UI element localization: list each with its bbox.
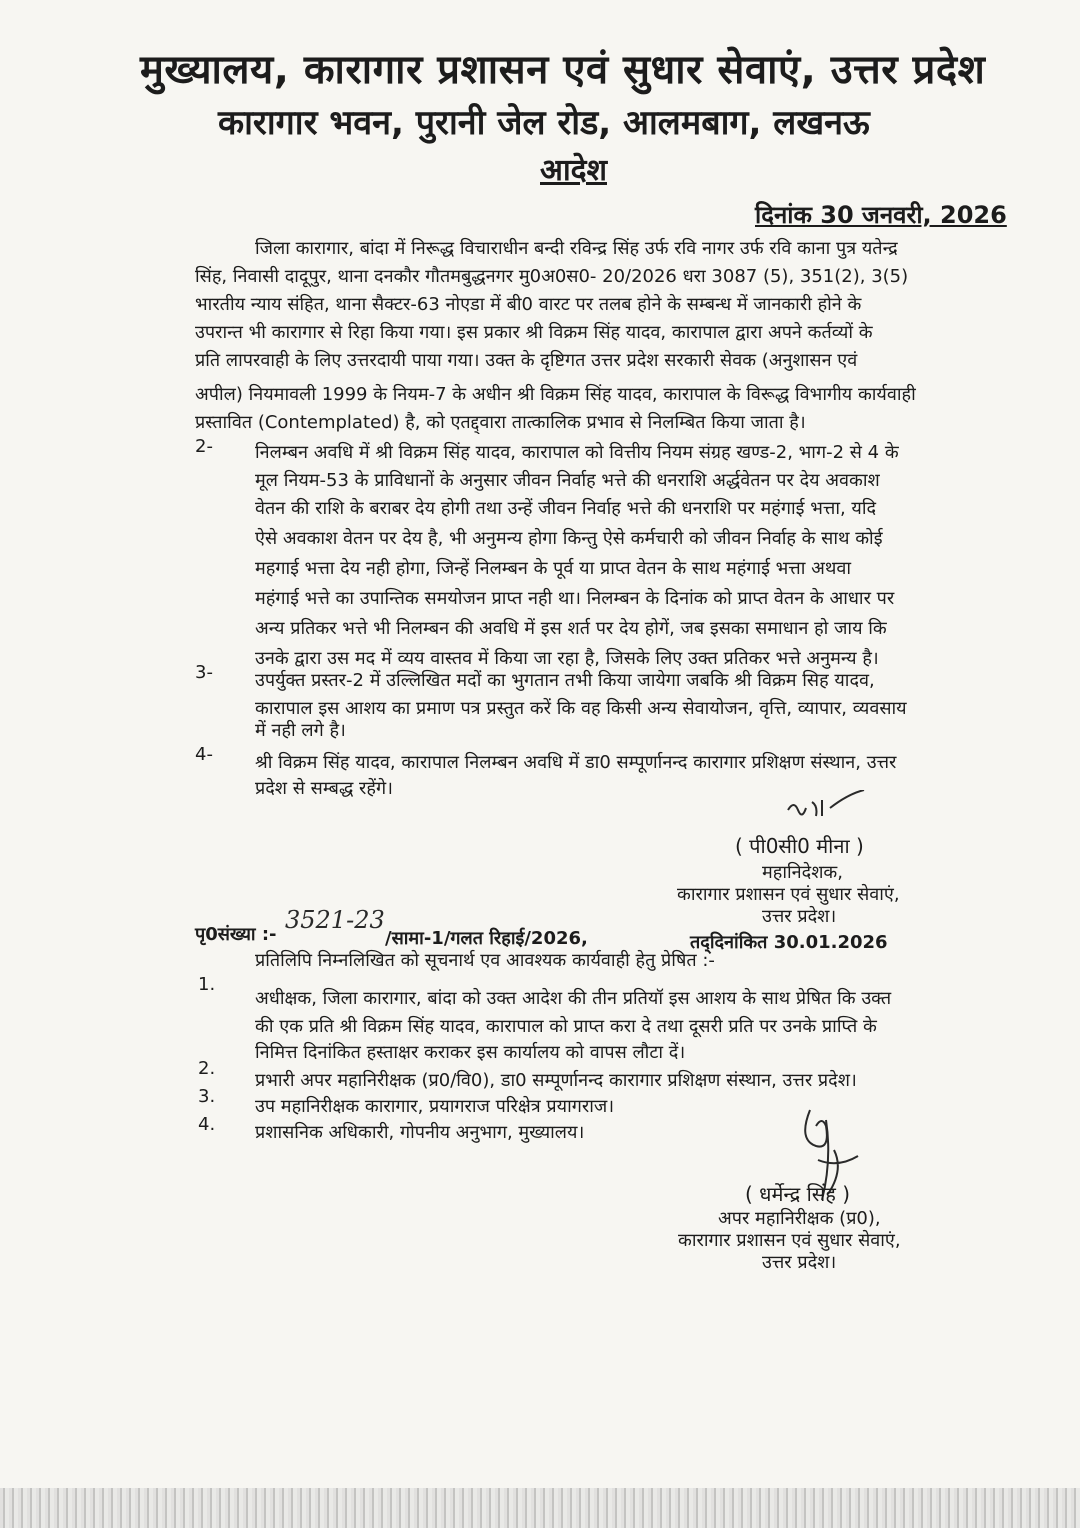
reference-label: पृ0संख्या :- [195,924,277,945]
para2-line: निलम्बन अवधि में श्री विक्रम सिंह यादव, कारापाल को वित्तीय नियम संग्रह खण्ड-2, भाग-2 से 4 के [255,442,899,463]
para4-number: 4- [195,744,213,765]
signature2-designation: अपर महानिरीक्षक (प्र0), [718,1208,881,1229]
para3-line: उपर्युक्त प्रस्तर-2 में उल्लिखित मदों का भुगतान तभी किया जायेगा जबकि श्री विक्रम सिह यादव, [255,670,875,691]
para1-line: प्रति लापरवाही के लिए उत्तरदायी पाया गया। उक्त के दृष्टिगत उत्तर प्रदेश सरकारी सेवक (अनुशासन एवं [195,350,858,371]
para2-line: मूल नियम-53 के प्राविधानों के अनुसार जीवन निर्वाह भत्ते की धनराशि अर्द्धवेतन पर देय अवकाश [255,470,880,491]
reference-date: तद्‌दिनांकित 30.01.2026 [690,932,888,953]
para2-line: महंगाई भत्ते का उपान्तिक समयोजन प्राप्त नही था। निलम्बन के दिनांक को प्राप्त वेतन के आधार पर [255,588,895,609]
para1-line: सिंह, निवासी दादूपुर, थाना दनकौर गौतमबुद्धनगर मु0अ0स0- 20/2026 धरा 3087 (5), 351(2), 3(5) [195,266,909,287]
para2-line: महगाई भत्ता देय नही होगा, जिन्हें निलम्बन के पूर्व या प्राप्त वेतन के साथ महंगाई भत्ता अथवा [255,558,852,579]
copy-item-line: की एक प्रति श्री विक्रम सिंह यादव, कारापाल को प्राप्त करा दे तथा दूसरी प्रति पर उनके प्राप्ति के [255,1016,877,1037]
copy-item-number: 1. [198,974,216,995]
header-line-2: कारागार भवन, पुरानी जेल रोड, आलमबाग, लखनऊ [218,103,870,143]
para2-line: ऐसे अवकाश वेतन पर देय है, भी अनुमन्य होगा किन्तु ऐसे कर्मचारी को जीवन निर्वाह के साथ कोई [255,528,883,549]
signature-scribble-1 [780,790,870,830]
copy-item-line: अधीक्षक, जिला कारागार, बांदा को उक्त आदेश की तीन प्रतियॉ इस आशय के साथ प्रेषित कि उक्त [255,988,892,1009]
signature2-name: ( धर्मेन्द्र सिंह ) [745,1182,851,1206]
signature2-office: कारागार प्रशासन एवं सुधार सेवाएं, [678,1230,901,1251]
para3-line: कारापाल इस आशय का प्रमाण पत्र प्रस्तुत करें कि वह किसी अन्य सेवायोजन, वृत्ति, व्यापार, व्यवसाय [255,698,907,719]
para1-line: अपील) नियमावली 1999 के नियम-7 के अधीन श्री विक्रम सिंह यादव, कारापाल के विरूद्ध विभागीय कार्यवाही [195,384,916,405]
copy-item-number: 3. [198,1086,216,1107]
signature1-office: कारागार प्रशासन एवं सुधार सेवाएं, [677,884,900,905]
para3-number: 3- [195,662,213,683]
copy-item-number: 2. [198,1058,216,1079]
para1-line: उपरान्त भी कारागार से रिहा किया गया। इस प्रकार श्री विक्रम सिंह यादव, कारापाल द्वारा अपने कर्तव्यों के [195,322,873,343]
copy-item-line: प्रभारी अपर महानिरीक्षक (प्र0/वि0), डा0 सम्पूर्णानन्द कारागार प्रशिक्षण संस्थान, उत्तर प्रदेश। [255,1070,857,1091]
header-line-1: मुख्यालय, कारागार प्रशासन एवं सुधार सेवाएं, उत्तर प्रदेश [140,47,986,93]
document-title: आदेश [540,153,607,188]
signature2-state: उत्तर प्रदेश। [762,1252,837,1273]
copy-item-number: 4. [198,1114,216,1135]
reference-suffix: /सामा-1/गलत रिहाई/2026, [385,928,588,949]
para2-number: 2- [195,436,213,457]
copy-item-line: प्रशासनिक अधिकारी, गोपनीय अनुभाग, मुख्यालय। [255,1122,585,1143]
para2-line: वेतन की राशि के बराबर देय होगी तथा उन्हें जीवन निर्वाह भत्ते की धनराशि पर महंगाई भत्ता, यदि [255,498,877,519]
para2-line: उनके द्वारा उस मद में व्यय वास्तव में किया जा रहा है, जिसके लिए उक्त प्रतिकर भत्ते अनुमन्य है। [255,648,879,669]
document-date: दिनांक 30 जनवरी, 2026 [755,201,1007,229]
para4-line: श्री विक्रम सिंह यादव, कारापाल निलम्बन अवधि में डा0 सम्पूर्णानन्द कारागार प्रशिक्षण संस्थान, उत्तर [255,752,897,773]
signature1-state: उत्तर प्रदेश। [762,906,837,927]
copy-item-line: निमित्त दिनांकित हस्ताक्षर कराकर इस कार्यालय को वापस लौटा दें। [255,1042,686,1063]
para1-line: प्रस्तावित (Contemplated) है, को एतद्द्वारा तात्कालिक प्रभाव से निलम्बित किया जाता है। [195,412,806,433]
para2-line: अन्य प्रतिकर भत्ते भी निलम्बन की अवधि में इस शर्त पर देय होगें, जब इसका समाधान हो जाय कि [255,618,887,639]
para4-line: प्रदेश से सम्बद्ध रहेंगे। [255,778,393,799]
para1-line: भारतीय न्याय संहित, थाना सैक्टर-63 नोएडा में बी0 वारट पर तलब होने के सम्बन्ध में जानकारी होने के [195,294,862,315]
para1-line: जिला कारागार, बांदा में निरूद्ध विचाराधीन बन्दी रविन्द्र सिंह उर्फ रवि नागर उर्फ रवि काना पुत्र यतेन्द्र [255,238,898,259]
reference-number-handwritten: 3521-23 [285,906,385,934]
copy-intro: प्रतिलिपि निम्नलिखित को सूचनार्थ एव आवश्यक कार्यवाही हेतु प्रेषित :- [255,950,715,971]
signature1-name: ( पी0सी0 मीना ) [735,834,864,858]
signature1-designation: महानिदेशक, [762,862,843,883]
scan-edge-strip [0,1488,1080,1528]
para3-line: में नही लगे है। [255,720,346,741]
copy-item-line: उप महानिरीक्षक कारागार, प्रयागराज परिक्षेत्र प्रयागराज। [255,1096,615,1117]
